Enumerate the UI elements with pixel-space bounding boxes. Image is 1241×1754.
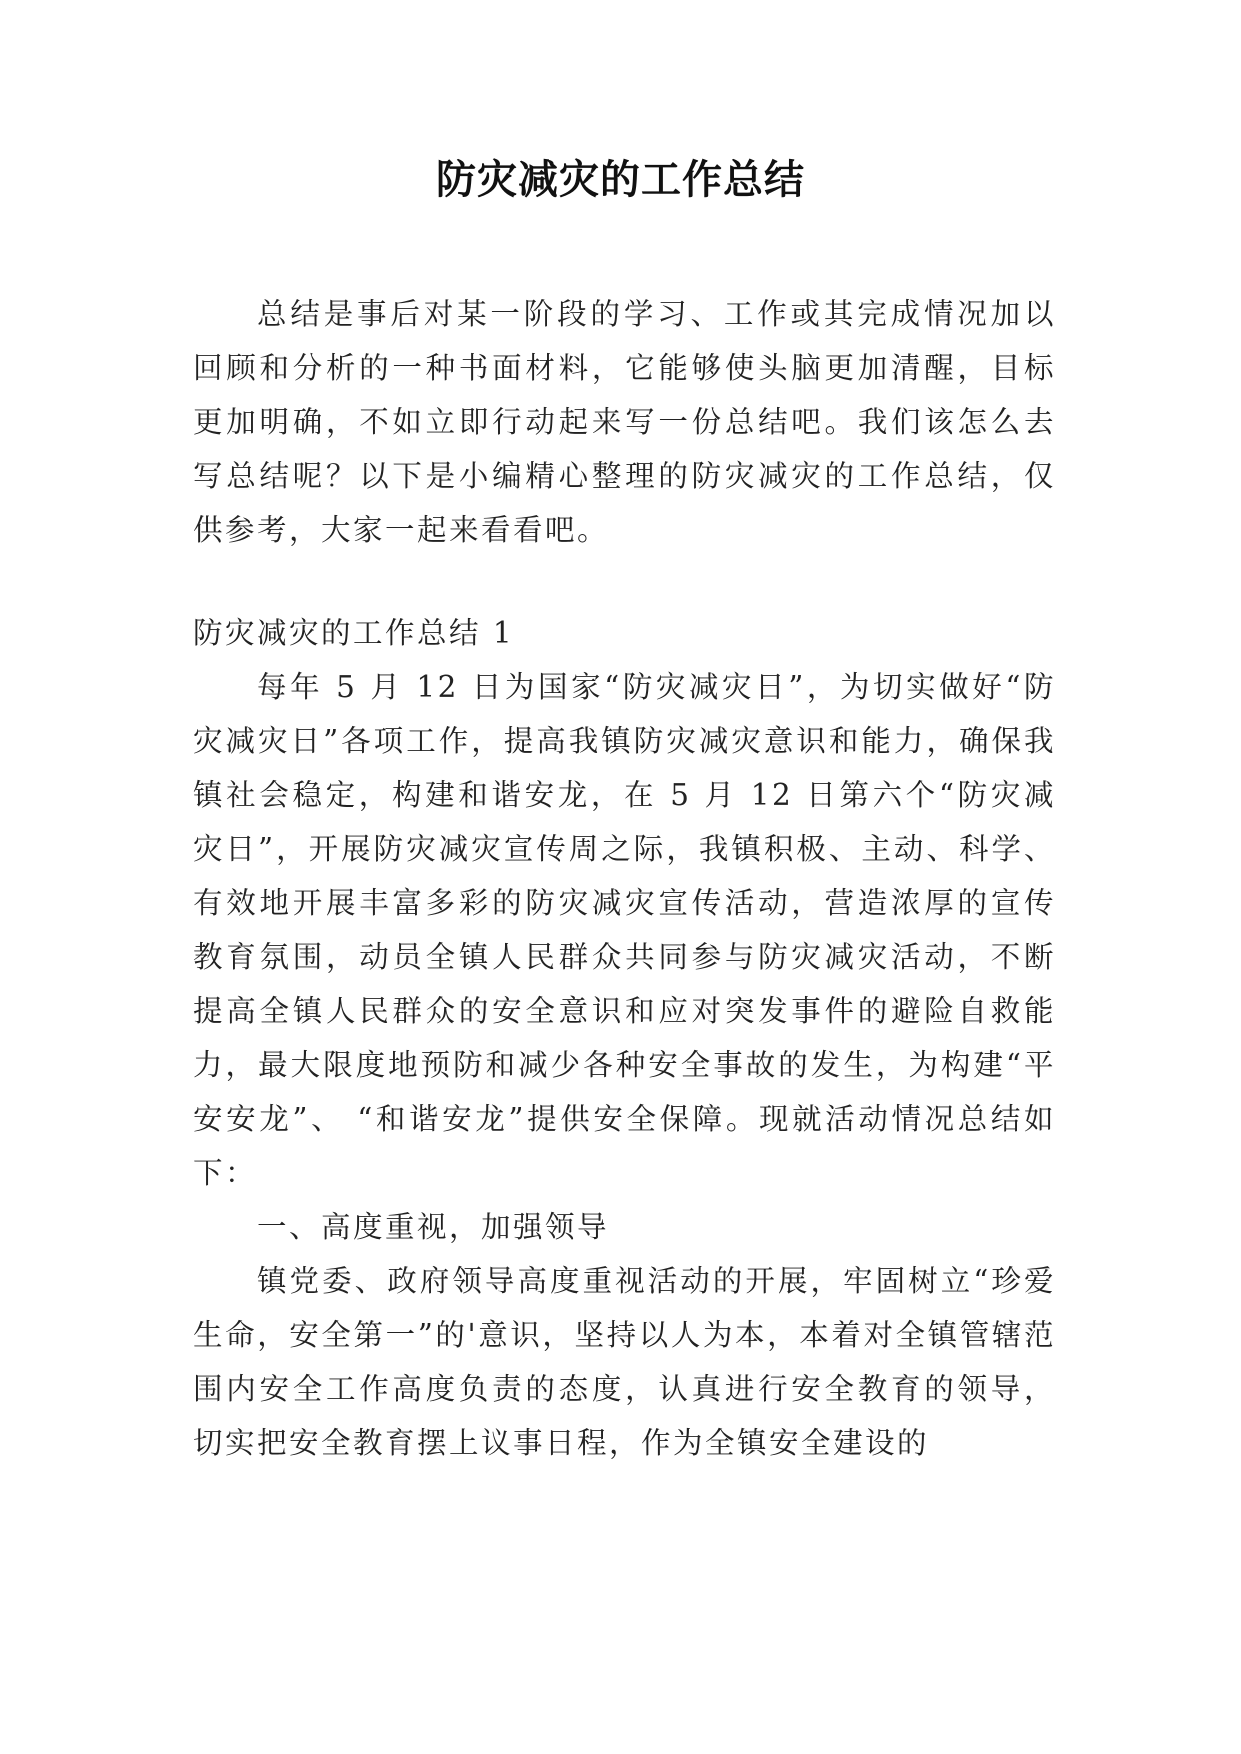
body-paragraph: 每年 5 月 12 日为国家“防灾减灾日”，为切实做好“防灾减灾日”各项工作，提高我镇防灾减灾意识和能力，确保我镇社会稳定，构建和谐安龙，在 5 月 12 日第六个“防灾减灾日”，开展防灾减灾宣传周之际，我镇积极、主动、科学、有效地开展丰富多彩的防灾减灾宣传活动，营造浓厚的宣传教育氛围，动员全镇人民群众共同参与防灾减灾活动，不断提高全镇人民群众的安全意识和应对突发事件的避险自救能力，最大限度地预防和减少各种安全事故的发生，为构建“平安安龙”、 “和谐安龙”提供安全保障。现就活动情况总结如下： <box>193 670 1056 1190</box>
subheading: 一、高度重视，加强领导 <box>257 1210 610 1244</box>
section-heading: 防灾减灾的工作总结 1 <box>193 616 515 650</box>
document-title: 防灾减灾的工作总结 <box>436 156 805 203</box>
document-body <box>193 287 1056 1470</box>
body-paragraph: 镇党委、政府领导高度重视活动的开展，牢固树立“珍爱生命，安全第一”的'意识，坚持以人为本，本着对全镇管辖范围内安全工作高度负责的态度，认真进行安全教育的领导，切实把安全教育摆上议事日程，作为全镇安全建设的 <box>193 1264 1056 1460</box>
intro-paragraph: 总结是事后对某一阶段的学习、工作或其完成情况加以回顾和分析的一种书面材料，它能够使头脑更加清醒，目标更加明确，不如立即行动起来写一份总结吧。我们该怎么去写总结呢？以下是小编精心整理的防灾减灾的工作总结，仅供参考，大家一起来看看吧。 <box>193 297 1056 547</box>
